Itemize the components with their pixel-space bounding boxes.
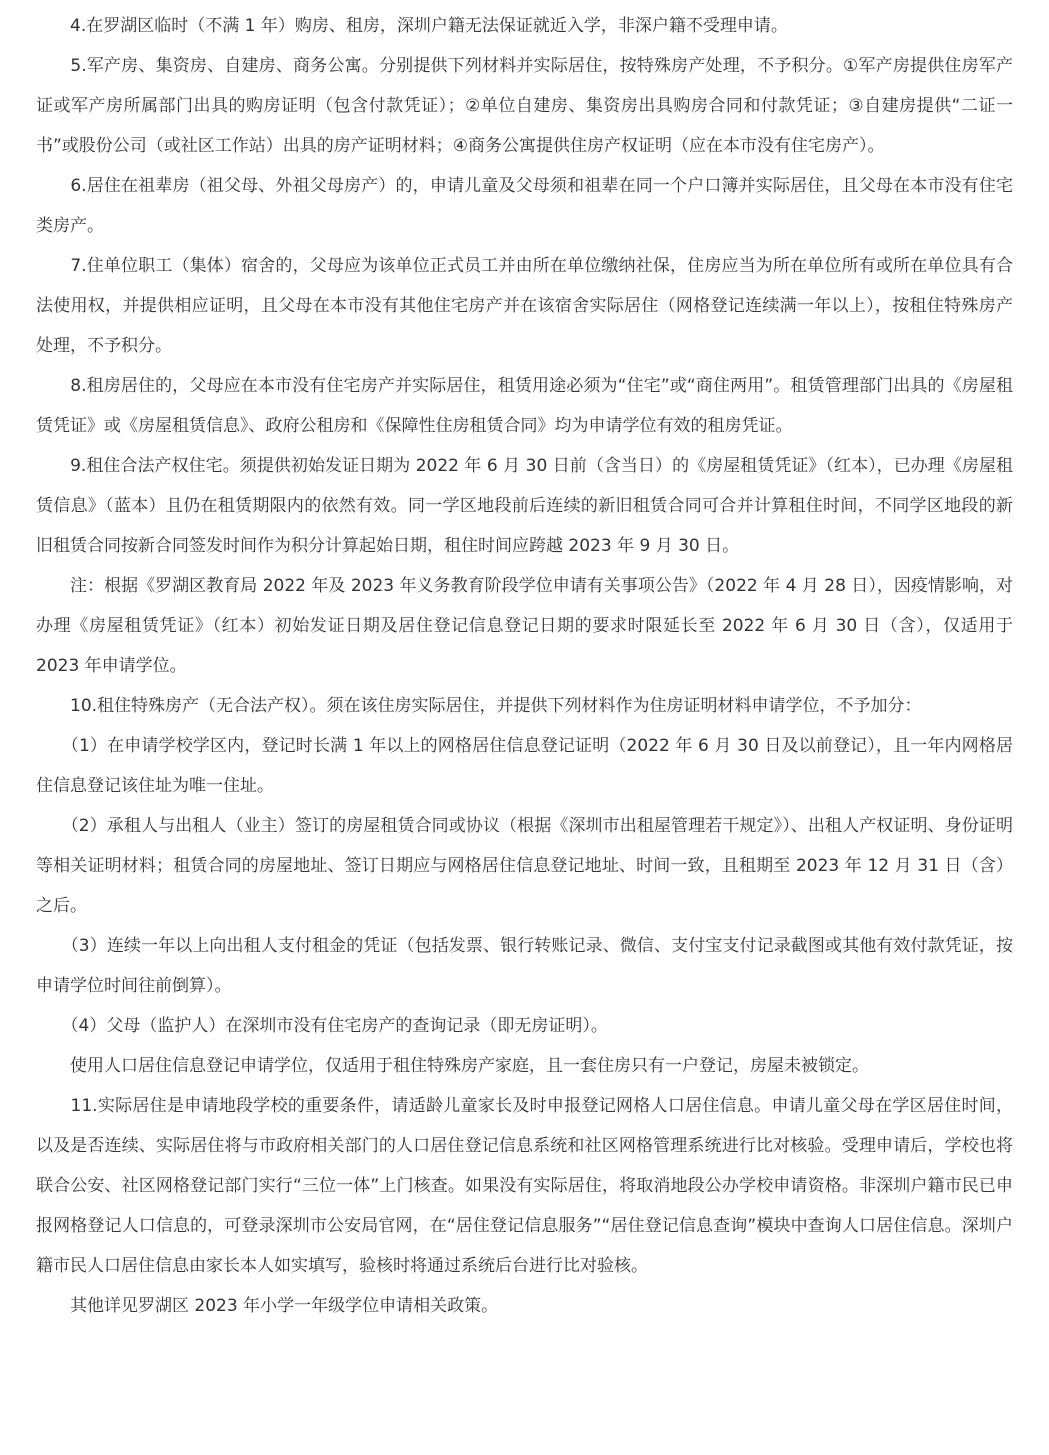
paragraph-item-4: 4.在罗湖区临时（不满 1 年）购房、租房，深圳户籍无法保证就近入学，非深户籍不受理申请。 [36, 16, 788, 36]
paragraph-item-9: 9.租住合法产权住宅。须提供初始发证日期为 2022 年 6 月 30 日前（含当日）的《房屋租赁凭证》（红本），已办理《房屋租赁信息》（蓝本）且仍在租赁期限内的依然有效。同一学区地段前后连续的新旧租赁合同可合并计算租住时间，不同学区地段的新旧租赁合同按新合同签发时间作为积分计算起始日期，租住时间应跨越 2023 年 9 月 30 日。 [36, 456, 1013, 556]
paragraph-closing: 其他详见罗湖区 2023 年小学一年级学位申请相关政策。 [36, 1296, 499, 1316]
paragraph-subitem-2: （2）承租人与出租人（业主）签订的房屋租赁合同或协议（根据《深圳市出租屋管理若干规定》）、出租人产权证明、身份证明等相关证明材料；租赁合同的房屋地址、签订日期应与网格居住信息登记地址、时间一致，且租期至 2023 年 12 月 31 日（含）之后。 [36, 816, 1013, 916]
paragraph-subitem-3: （3）连续一年以上向出租人支付租金的凭证（包括发票、银行转账记录、微信、支付宝支付记录截图或其他有效付款凭证，按申请学位时间往前倒算）。 [36, 936, 1013, 996]
paragraph-item-6: 6.居住在祖辈房（祖父母、外祖父母房产）的，申请儿童及父母须和祖辈在同一个户口簿并实际居住，且父母在本市没有住宅类房产。 [36, 176, 1013, 236]
paragraph-subitem-4: （4）父母（监护人）在深圳市没有住宅房产的查询记录（即无房证明）。 [36, 1016, 608, 1036]
paragraph-item-5: 5.军产房、集资房、自建房、商务公寓。分别提供下列材料并实际居住，按特殊房产处理，不予积分。①军产房提供住房军产证或军产房所属部门出具的购房证明（包含付款凭证）；②单位自建房、集资房出具购房合同和付款凭证；③自建房提供“二证一书”或股份公司（或社区工作站）出具的房产证明材料；④商务公寓提供住房产权证明（应在本市没有住宅房产）。 [36, 56, 1013, 156]
paragraph-subitem-1: （1）在申请学校学区内，登记时长满 1 年以上的网格居住信息登记证明（2022 年 6 月 30 日及以前登记），且一年内网格居住信息登记该住址为唯一住址。 [36, 736, 1013, 796]
paragraph-item-8: 8.租房居住的，父母应在本市没有住宅房产并实际居住，租赁用途必须为“住宅”或“商住两用”。租赁管理部门出具的《房屋租赁凭证》或《房屋租赁信息》、政府公租房和《保障性住房租赁合同》均为申请学位有效的租房凭证。 [36, 376, 1013, 436]
paragraph-note: 注：根据《罗湖区教育局 2022 年及 2023 年义务教育阶段学位申请有关事项公告》（2022 年 4 月 28 日），因疫情影响，对办理《房屋租赁凭证》（红本）初始发证日期及居住登记信息登记日期的要求时限延长至 2022 年 6 月 30 日（含），仅适用于 2023 年申请学位。 [36, 576, 1019, 676]
paragraph-item-11: 11.实际居住是申请地段学校的重要条件，请适龄儿童家长及时申报登记网格人口居住信息。申请儿童父母在学区居住时间，以及是否连续、实际居住将与市政府相关部门的人口居住登记信息系统和社区网格管理系统进行比对核验。受理申请后，学校也将联合公安、社区网格登记部门实行“三位一体”上门核查。如果没有实际居住，将取消地段公办学校申请资格。非深圳户籍市民已申报网格登记人口信息的，可登录深圳市公安局官网，在“居住登记信息服务”“居住登记信息查询”模块中查询人口居住信息。深圳户籍市民人口居住信息由家长本人如实填写，验核时将通过系统后台进行比对验核。 [36, 1096, 1013, 1276]
paragraph-item-7: 7.住单位职工（集体）宿舍的，父母应为该单位正式员工并由所在单位缴纳社保，住房应当为所在单位所有或所在单位具有合法使用权，并提供相应证明，且父母在本市没有其他住宅房产并在该宿舍实际居住（网格登记连续满一年以上），按租住特殊房产处理，不予积分。 [36, 256, 1013, 356]
paragraph-registration-note: 使用人口居住信息登记申请学位，仅适用于租住特殊房产家庭，且一套住房只有一户登记，房屋未被锁定。 [36, 1056, 869, 1076]
paragraph-item-10: 10.租住特殊房产（无合法产权）。须在该住房实际居住，并提供下列材料作为住房证明材料申请学位，不予加分： [36, 696, 922, 716]
